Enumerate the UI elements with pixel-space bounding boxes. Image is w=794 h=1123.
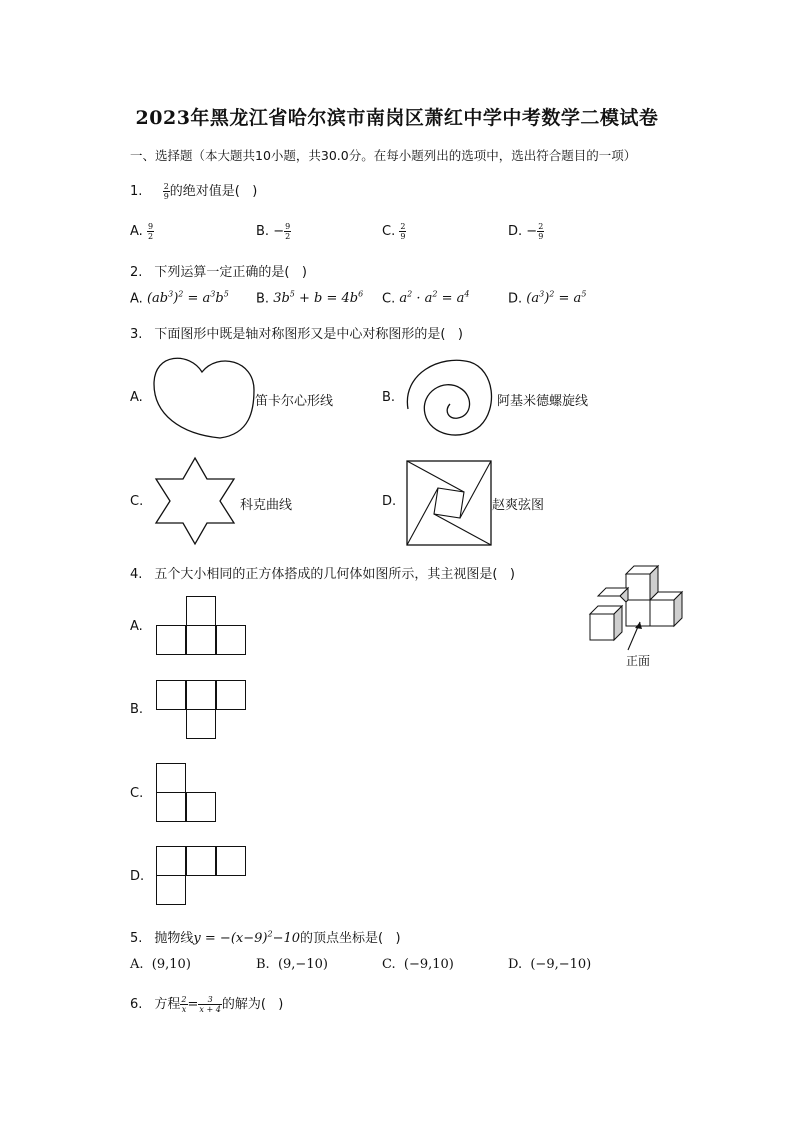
question-3: 3. 下面图形中既是轴对称图形又是中心对称图形的是( ) (130, 327, 463, 342)
q2-option-b[interactable]: B. $3b^5 + b = 4b^6$ (256, 290, 364, 307)
front-view-label: 正面 (626, 654, 651, 668)
q5-option-a[interactable]: A. (9,10) (130, 957, 191, 972)
question-2: 2. 下列运算一定正确的是( ) (130, 265, 307, 280)
q3-name-b: 阿基米德螺旋线 (497, 394, 589, 409)
q4-option-b-label[interactable]: B. (130, 702, 144, 717)
q5-option-b[interactable]: B. (9,−10) (256, 957, 328, 972)
question-5: 5. 抛物线$y = -(x-9)^2-10$的顶点坐标是( ) (130, 929, 401, 946)
question-6: 6. 方程 $\frac{2}{x}$ = $\frac{3}{x + 4}$ 的解为( ) (130, 995, 284, 1014)
q1-option-d[interactable]: D. − $\frac{2}{9}$ (508, 222, 544, 241)
page-title: 2023年黑龙江省哈尔滨市南岗区萧红中学中考数学二模试卷 (135, 107, 659, 129)
question-number: 1. (130, 184, 143, 199)
question-4: 4. 五个大小相同的正方体搭成的几何体如图所示，其主视图是( ) (130, 567, 515, 582)
q3-name-c: 科克曲线 (240, 498, 293, 513)
q1-option-b[interactable]: B. − $\frac{9}{2}$ (256, 222, 291, 241)
q3-option-a-label[interactable]: A. (130, 390, 143, 405)
q1-option-a[interactable]: A. $\frac{9}{2}$ (130, 222, 154, 241)
q2-option-a[interactable]: A. $(ab^3)^2 = a^3b^5$ (130, 290, 229, 307)
cube-solid-figure (586, 562, 696, 652)
q5-option-c[interactable]: C. (−9,10) (382, 957, 454, 972)
q3-option-b-label[interactable]: B. (382, 390, 396, 405)
q1-option-c[interactable]: C. $\frac{2}{9}$ (382, 222, 406, 241)
q4-option-c-label[interactable]: C. (130, 786, 144, 801)
spiral-figure (400, 354, 500, 444)
section-header: 一、选择题（本大题共10小题，共30.0分。在每小题列出的选项中，选出符合题目的一项） (130, 148, 637, 163)
q4-option-a-label[interactable]: A. (130, 619, 143, 634)
q3-name-d: 赵爽弦图 (492, 498, 545, 513)
q2-option-d[interactable]: D. $(a^3)^2 = a^5$ (508, 290, 587, 307)
fraction: $\frac{2}{9}$ (163, 182, 169, 201)
q2-option-c[interactable]: C. $a^2 \cdot a^2 = a^4$ (382, 290, 470, 307)
question-1 (130, 180, 257, 201)
q3-option-c-label[interactable]: C. (130, 494, 144, 509)
q3-option-d-label[interactable]: D. (382, 494, 397, 509)
cardioid-figure (150, 352, 260, 442)
question-text: 的绝对值是( ) (169, 184, 258, 199)
koch-star-figure (150, 456, 240, 546)
q3-name-a: 笛卡尔心形线 (255, 394, 334, 409)
zhao-shuang-figure (406, 460, 492, 546)
q4-option-d-label[interactable]: D. (130, 869, 145, 884)
q5-option-d[interactable]: D. (−9,−10) (508, 957, 592, 972)
